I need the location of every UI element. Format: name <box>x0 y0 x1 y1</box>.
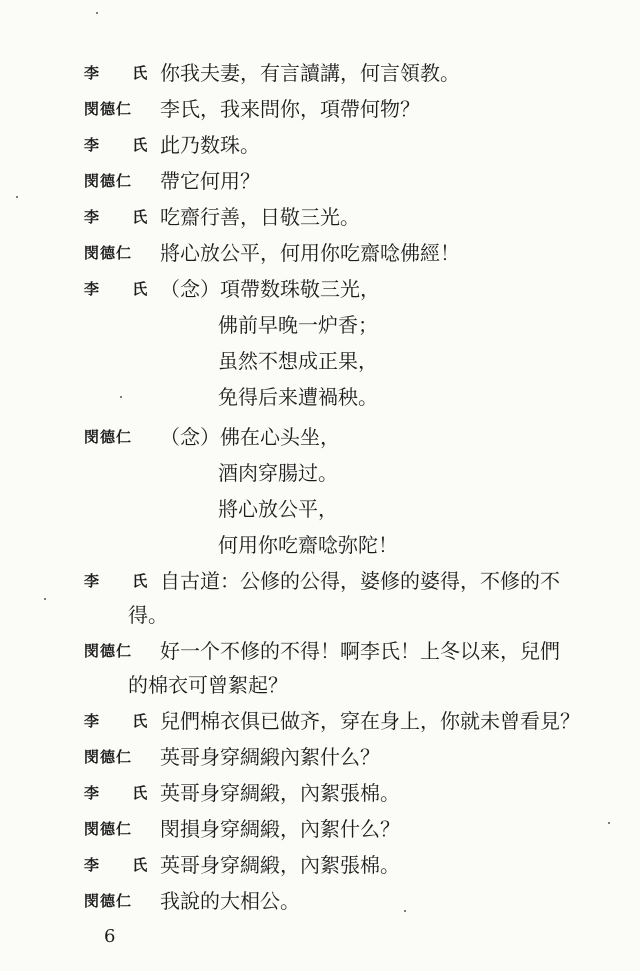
speaker-name: 閔德仁 <box>84 100 133 118</box>
dialogue-line <box>0 778 640 808</box>
verse-line <box>0 310 640 340</box>
speaker-name: 閔德仁 <box>84 892 133 910</box>
speaker-name: 閔德仁 <box>84 642 133 660</box>
verse-text: 免得后来遭禍秧。 <box>218 385 378 409</box>
speaker-name: 閔德仁 <box>84 428 133 446</box>
verse-text: 何用你吃齋唸弥陀！ <box>218 533 398 557</box>
continuation-text: 得。 <box>128 603 168 627</box>
dialogue-line <box>0 202 640 232</box>
speaker-name: 李 氏 <box>84 856 162 874</box>
dialogue-text: 英哥身穿綢緞，內絮張棉。 <box>160 781 400 805</box>
verse-line <box>0 382 640 412</box>
speaker-name: 李 氏 <box>84 208 162 226</box>
speaker-name: 李 氏 <box>84 572 162 590</box>
dialogue-text: 將心放公平，何用你吃齋唸佛經！ <box>160 241 460 265</box>
dialogue-text: 你我夫妻，有言讀講，何言領教。 <box>160 61 460 85</box>
verse-text: 酒肉穿腸过。 <box>218 461 338 485</box>
speaker-name: 李 氏 <box>84 712 162 730</box>
dialogue-line <box>0 94 640 124</box>
verse-text: 將心放公平， <box>218 497 338 521</box>
dialogue-line <box>0 814 640 844</box>
dialogue-line <box>0 166 640 196</box>
print-speck <box>44 598 46 600</box>
verse-line <box>0 494 640 524</box>
dialogue-text: 帶它何用？ <box>160 169 260 193</box>
dialogue-line <box>0 566 640 596</box>
verse-line <box>0 346 640 376</box>
dialogue-line <box>0 58 640 88</box>
verse-line <box>0 458 640 488</box>
continuation-text: 的棉衣可曾絮起？ <box>128 673 288 697</box>
print-speck <box>404 910 406 912</box>
dialogue-text: 兒們棉衣俱已做齐，穿在身上，你就未曾看見？ <box>160 709 580 733</box>
dialogue-text: 自古道：公修的公得，婆修的婆得，不修的不 <box>160 569 560 593</box>
dialogue-text: 英哥身穿綢緞內絮什么？ <box>160 745 380 769</box>
speaker-name: 李 氏 <box>84 64 162 82</box>
speaker-name: 閔德仁 <box>84 172 133 190</box>
dialogue-line <box>0 706 640 736</box>
verse-text: 佛前早晚一炉香； <box>218 313 378 337</box>
print-speck <box>120 396 122 398</box>
dialogue-line <box>0 636 640 666</box>
dialogue-text: （念）佛在心头坐， <box>160 425 340 449</box>
page-number: 6 <box>104 926 116 947</box>
speaker-name: 李 氏 <box>84 136 162 154</box>
continuation-line <box>0 670 640 700</box>
dialogue-text: 閔損身穿綢緞，內絮什么？ <box>160 817 400 841</box>
dialogue-text: （念）項帶数珠敬三光， <box>160 277 380 301</box>
continuation-line <box>0 600 640 630</box>
speaker-name: 閔德仁 <box>84 820 133 838</box>
dialogue-text: 好一个不修的不得！啊李氏！上冬以来，兒們 <box>160 639 560 663</box>
dialogue-line <box>0 850 640 880</box>
dialogue-line <box>0 274 640 304</box>
dialogue-line <box>0 238 640 268</box>
dialogue-text: 吃齋行善，日敬三光。 <box>160 205 360 229</box>
dialogue-text: 英哥身穿綢緞，內絮張棉。 <box>160 853 400 877</box>
verse-text: 虽然不想成正果， <box>218 349 378 373</box>
speaker-name: 李 氏 <box>84 280 162 298</box>
dialogue-line <box>0 886 640 916</box>
verse-line <box>0 530 640 560</box>
print-speck <box>608 822 610 824</box>
print-speck <box>96 12 98 14</box>
speaker-name: 李 氏 <box>84 784 162 802</box>
dialogue-line <box>0 422 640 452</box>
dialogue-text: 李氏，我来問你，項帶何物？ <box>160 97 420 121</box>
speaker-name: 閔德仁 <box>84 244 133 262</box>
dialogue-line <box>0 130 640 160</box>
speaker-name: 閔德仁 <box>84 748 133 766</box>
dialogue-text: 此乃数珠。 <box>160 133 260 157</box>
dialogue-text: 我說的大相公。 <box>160 889 300 913</box>
print-speck <box>16 196 18 198</box>
dialogue-line <box>0 742 640 772</box>
